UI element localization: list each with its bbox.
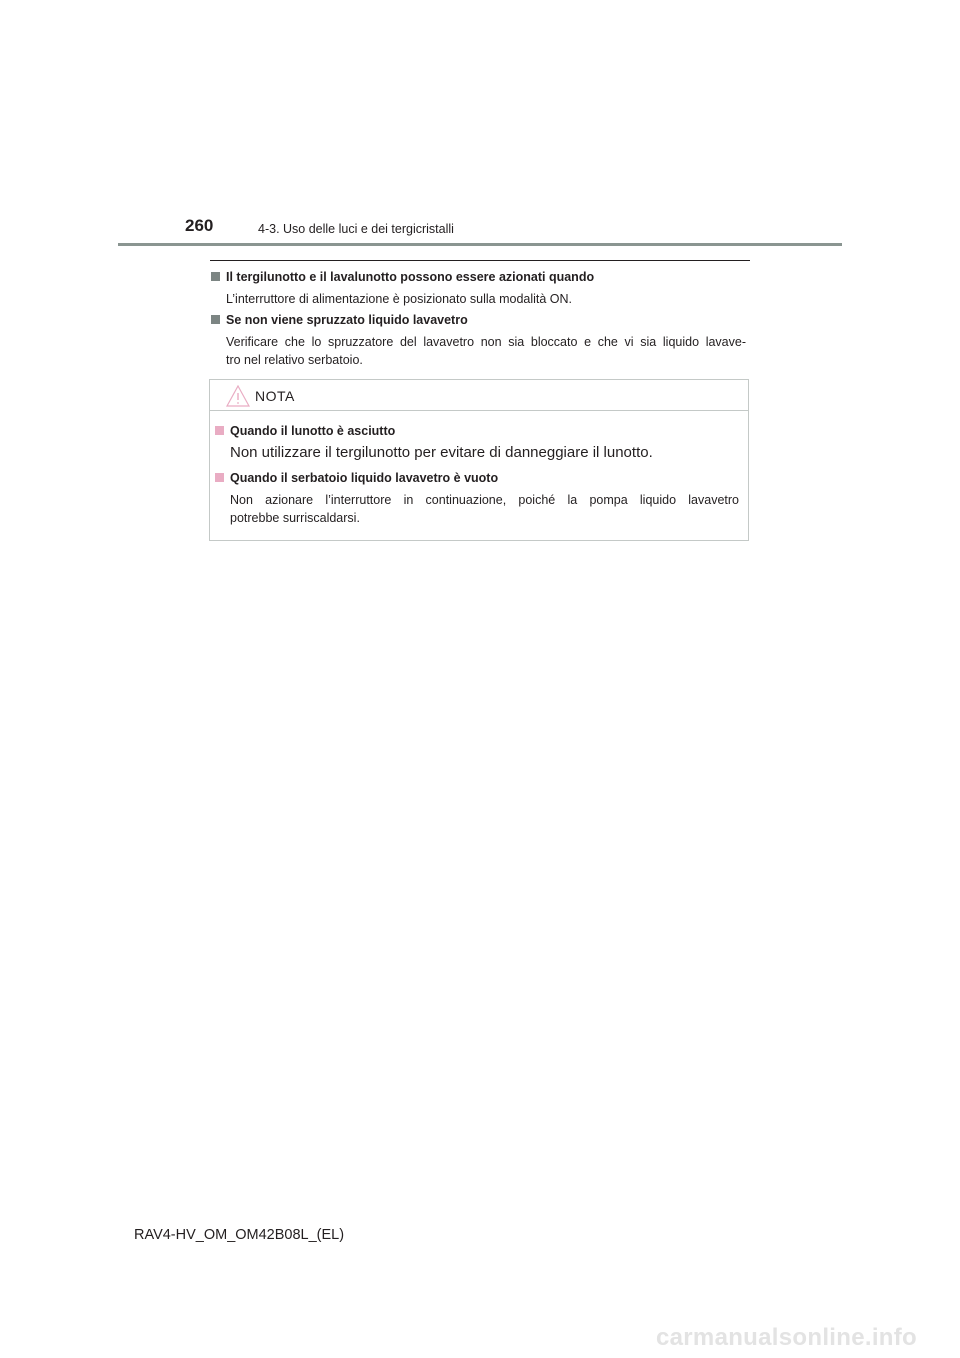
square-bullet-icon <box>211 315 220 324</box>
nota-divider <box>210 410 748 411</box>
nota-item-body-2: Non azionare l’interruttore in continuazione, poiché la pompa liquido lavavetro potrebbe surriscaldarsi. <box>230 493 739 525</box>
nota-item-body-1: Non utilizzare il tergilunotto per evitare di danneggiare il lunotto. <box>230 444 653 461</box>
warning-triangle-icon <box>226 385 250 407</box>
nota-label: NOTA <box>255 388 295 404</box>
nota-box <box>209 379 749 541</box>
header-rule <box>118 243 842 246</box>
item-heading-1: Il tergilunotto e il lavalunotto possono essere azionati quando <box>211 270 594 284</box>
square-bullet-icon <box>215 426 224 435</box>
document-code: RAV4-HV_OM_OM42B08L_(EL) <box>134 1227 345 1243</box>
nota-item-heading-2: Quando il serbatoio liquido lavavetro è vuoto <box>215 471 498 485</box>
item-heading-2: Se non viene spruzzato liquido lavavetro <box>211 313 468 327</box>
item-body-1: L’interruttore di alimentazione è posizionato sulla modalità ON. <box>226 292 573 306</box>
section-title: 4-3. Uso delle luci e dei tergicristalli <box>258 222 454 236</box>
item-body-2: Verificare che lo spruzzatore del lavavetro non sia bloccato e che vi sia liquido lavave- tro nel relativo serbatoio. <box>226 335 746 367</box>
page-number: 260 <box>185 216 214 235</box>
watermark: carmanualsonline.info <box>656 1324 918 1351</box>
square-bullet-icon <box>215 473 224 482</box>
square-bullet-icon <box>211 272 220 281</box>
section-top-rule <box>210 260 750 261</box>
nota-item-heading-1: Quando il lunotto è asciutto <box>215 424 395 438</box>
